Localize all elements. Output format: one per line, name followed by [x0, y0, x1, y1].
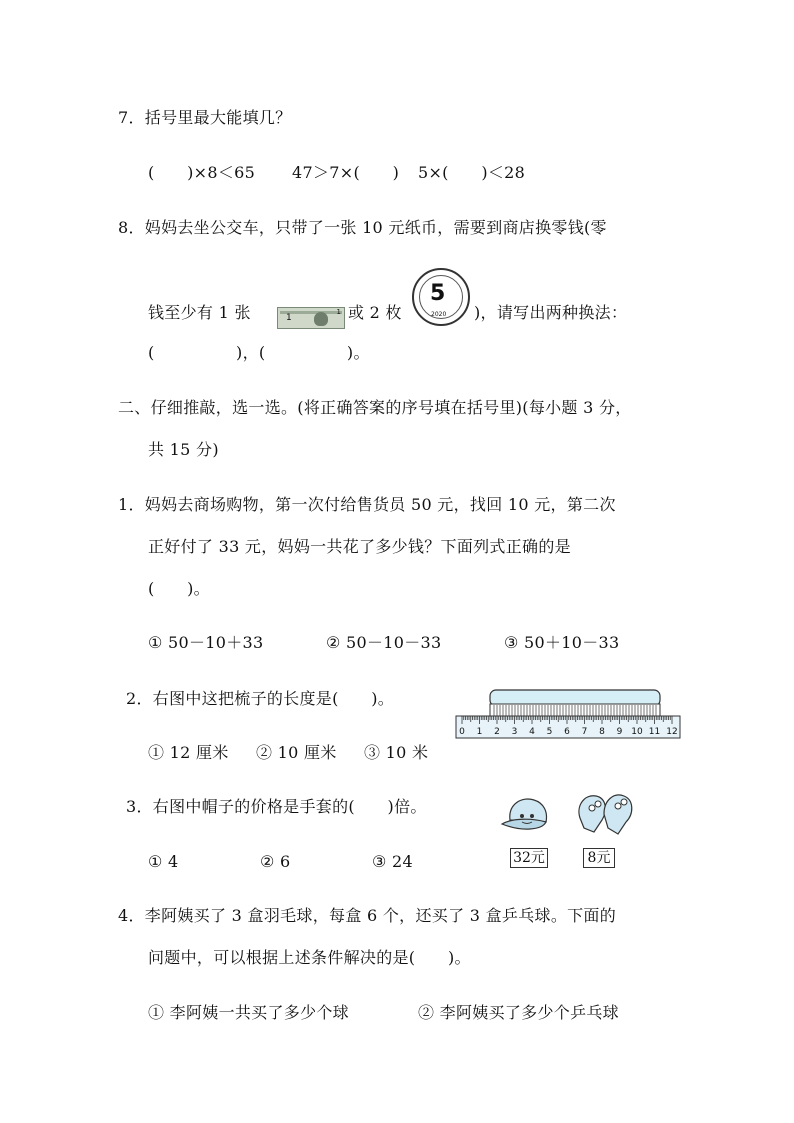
s4-option-2: ② 李阿姨买了多少个乒乓球	[418, 1003, 619, 1022]
ruler-tick-label: 8	[599, 727, 605, 737]
ruler-icon	[456, 716, 680, 738]
s1-line-3: ( )。	[148, 579, 210, 598]
s3-option-1: ① 4	[148, 852, 179, 871]
s3-option-2: ② 6	[260, 852, 291, 871]
s1-option-2: ② 50－10－33	[326, 633, 442, 652]
coin-year: 2020	[431, 311, 447, 318]
banknote-value: 1	[286, 313, 292, 323]
s1-line-2: 正好付了 33 元，妈妈一共花了多少钱？下面列式正确的是	[148, 537, 571, 556]
banknote-image: 1 1	[277, 307, 345, 329]
s1-option-1: ① 50－10＋33	[148, 633, 264, 652]
q7-item-3: 5×( )＜28	[418, 163, 526, 182]
ruler-tick-label: 11	[648, 727, 661, 737]
s2-question: 2．右图中这把梳子的长度是( )。	[126, 689, 395, 708]
s4-line-1: 4．李阿姨买了 3 盒羽毛球，每盒 6 个，还买了 3 盒乒乓球。下面的	[118, 906, 617, 925]
s3-option-3: ③ 24	[372, 852, 413, 871]
glove-price-tag: 8元	[583, 848, 615, 868]
coin-value: 5	[430, 281, 446, 306]
q7-item-2: 47＞7×( )	[292, 163, 400, 182]
gloves-icon	[574, 788, 638, 840]
coin-image	[412, 268, 470, 326]
q8-line-1: 8．妈妈去坐公交车，只带了一张 10 元纸币，需要到商店换零钱(零	[118, 218, 607, 237]
ruler-tick-label: 5	[546, 727, 553, 737]
section-2-heading: 二、仔细推敲，选一选。(将正确答案的序号填在括号里)(每小题 3 分，	[118, 398, 632, 417]
portrait-icon	[314, 312, 328, 326]
ruler-tick-label: 4	[529, 727, 535, 737]
section-2-heading-cont: 共 15 分)	[148, 440, 219, 459]
ruler-tick-label: 9	[616, 727, 623, 737]
ruler-tick-label: 7	[581, 727, 588, 737]
s2-option-2: ② 10 厘米	[256, 743, 337, 762]
q8-line-2c: )，请写出两种换法：	[474, 303, 628, 322]
q7-title: 7．括号里最大能填几？	[118, 108, 292, 127]
s2-option-1: ① 12 厘米	[148, 743, 229, 762]
s3-question: 3．右图中帽子的价格是手套的( )倍。	[126, 797, 427, 816]
s4-line-2: 问题中，可以根据上述条件解决的是( )。	[148, 948, 471, 967]
ruler-tick-label: 6	[564, 727, 570, 737]
cap-icon	[498, 794, 556, 840]
ruler-tick-label: 12	[666, 727, 678, 737]
s2-option-3: ③ 10 米	[364, 743, 429, 762]
ruler-tick-label: 0	[459, 727, 465, 737]
ruler-tick-label: 2	[494, 727, 500, 737]
s1-line-1: 1．妈妈去商场购物，第一次付给售货员 50 元，找回 10 元，第二次	[118, 495, 616, 514]
ruler-tick-label: 1	[476, 727, 483, 737]
s4-option-1: ① 李阿姨一共买了多少个球	[148, 1003, 349, 1022]
q8-line-2b: 或 2 枚	[348, 303, 402, 322]
ruler-tick-label: 3	[511, 727, 518, 737]
q7-item-1: ( )×8＜65	[148, 163, 256, 182]
hat-price-tag: 32元	[510, 848, 548, 868]
ruler-tick-label: 10	[631, 727, 643, 737]
comb-ruler-figure	[454, 686, 684, 740]
q8-line-3: ( )，( )。	[148, 343, 370, 362]
q8-line-2a: 钱至少有 1 张	[148, 303, 251, 322]
comb-icon	[490, 690, 660, 718]
s1-option-3: ③ 50＋10－33	[504, 633, 620, 652]
